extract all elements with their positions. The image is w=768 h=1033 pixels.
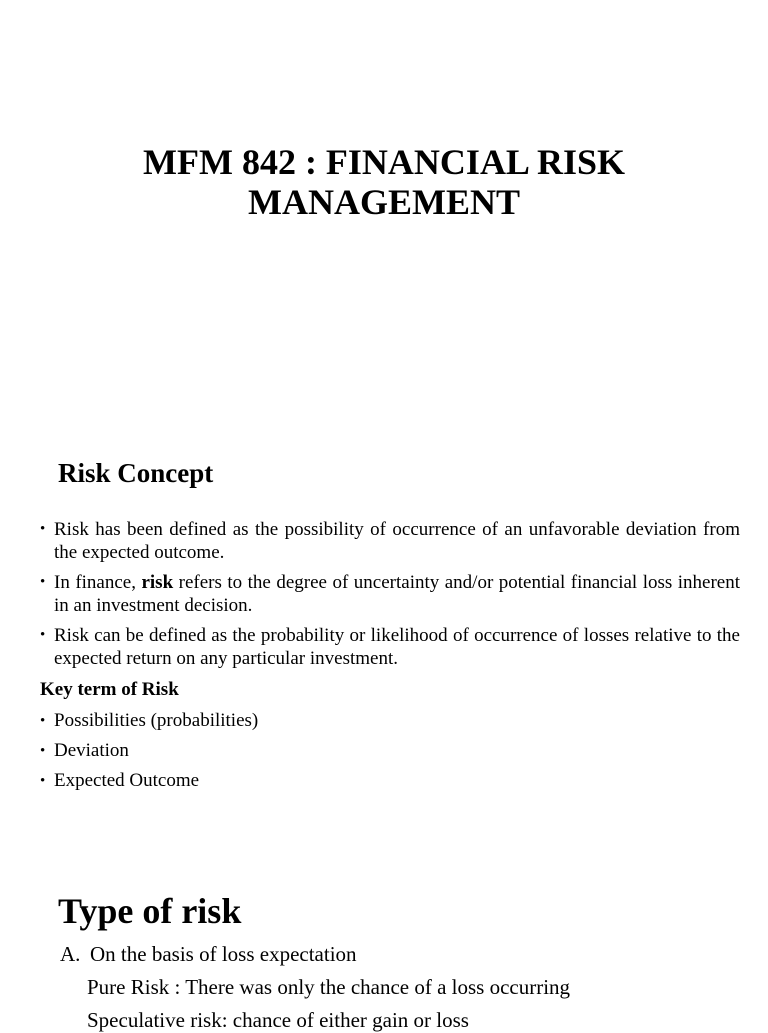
page-title (0, 142, 768, 222)
definition-item (40, 518, 740, 564)
bullet-icon: • (40, 521, 46, 537)
title-line-1: MFM 842 : FINANCIAL RISK (143, 142, 625, 183)
bullet-icon: • (40, 713, 46, 729)
speculative-risk-definition: Speculative risk: chance of either gain or loss (87, 1008, 469, 1032)
definition-bold-term: risk (141, 572, 174, 593)
key-term-text: Possibilities (probabilities) (54, 710, 259, 731)
key-term-item (40, 769, 740, 799)
list-item-text: On the basis of loss expectation (90, 942, 357, 966)
bullet-icon: • (40, 773, 46, 789)
bullet-icon: • (40, 627, 46, 643)
slide-title (0, 0, 768, 420)
key-terms-heading: Key term of Risk (40, 679, 179, 700)
pure-risk-definition: Pure Risk : There was only the chance of a loss occurring (87, 975, 571, 999)
bullet-icon: • (40, 743, 46, 759)
key-term-text: Expected Outcome (54, 770, 200, 791)
key-terms-list (40, 709, 740, 799)
key-term-item (40, 739, 740, 769)
list-letter: A. (60, 942, 81, 966)
definition-text: Risk can be defined as the probability or likelihood of occurrence of losses relative to the expected return on any particular investment. (54, 625, 740, 669)
slide-type-of-risk (0, 840, 768, 1032)
definition-text-start: In finance, (54, 572, 142, 593)
definition-text-end: refers to the degree of uncertainty and/or potential financial loss inherent in an investment decision. (54, 572, 741, 616)
slide-risk-concept (0, 420, 768, 840)
list-item-a (60, 942, 357, 967)
bullet-icon: • (40, 574, 46, 590)
section-title: Type of risk (58, 891, 242, 931)
key-term-text: Deviation (54, 740, 129, 761)
definition-text: Risk has been defined as the possibility of occurrence of an unfavorable deviation from the expected outcome. (54, 519, 740, 563)
section-title: Risk Concept (58, 458, 214, 488)
definition-list (40, 518, 740, 677)
key-term-item (40, 709, 740, 739)
title-line-2: MANAGEMENT (248, 182, 520, 223)
definition-item (40, 624, 740, 670)
definition-item (40, 571, 740, 617)
